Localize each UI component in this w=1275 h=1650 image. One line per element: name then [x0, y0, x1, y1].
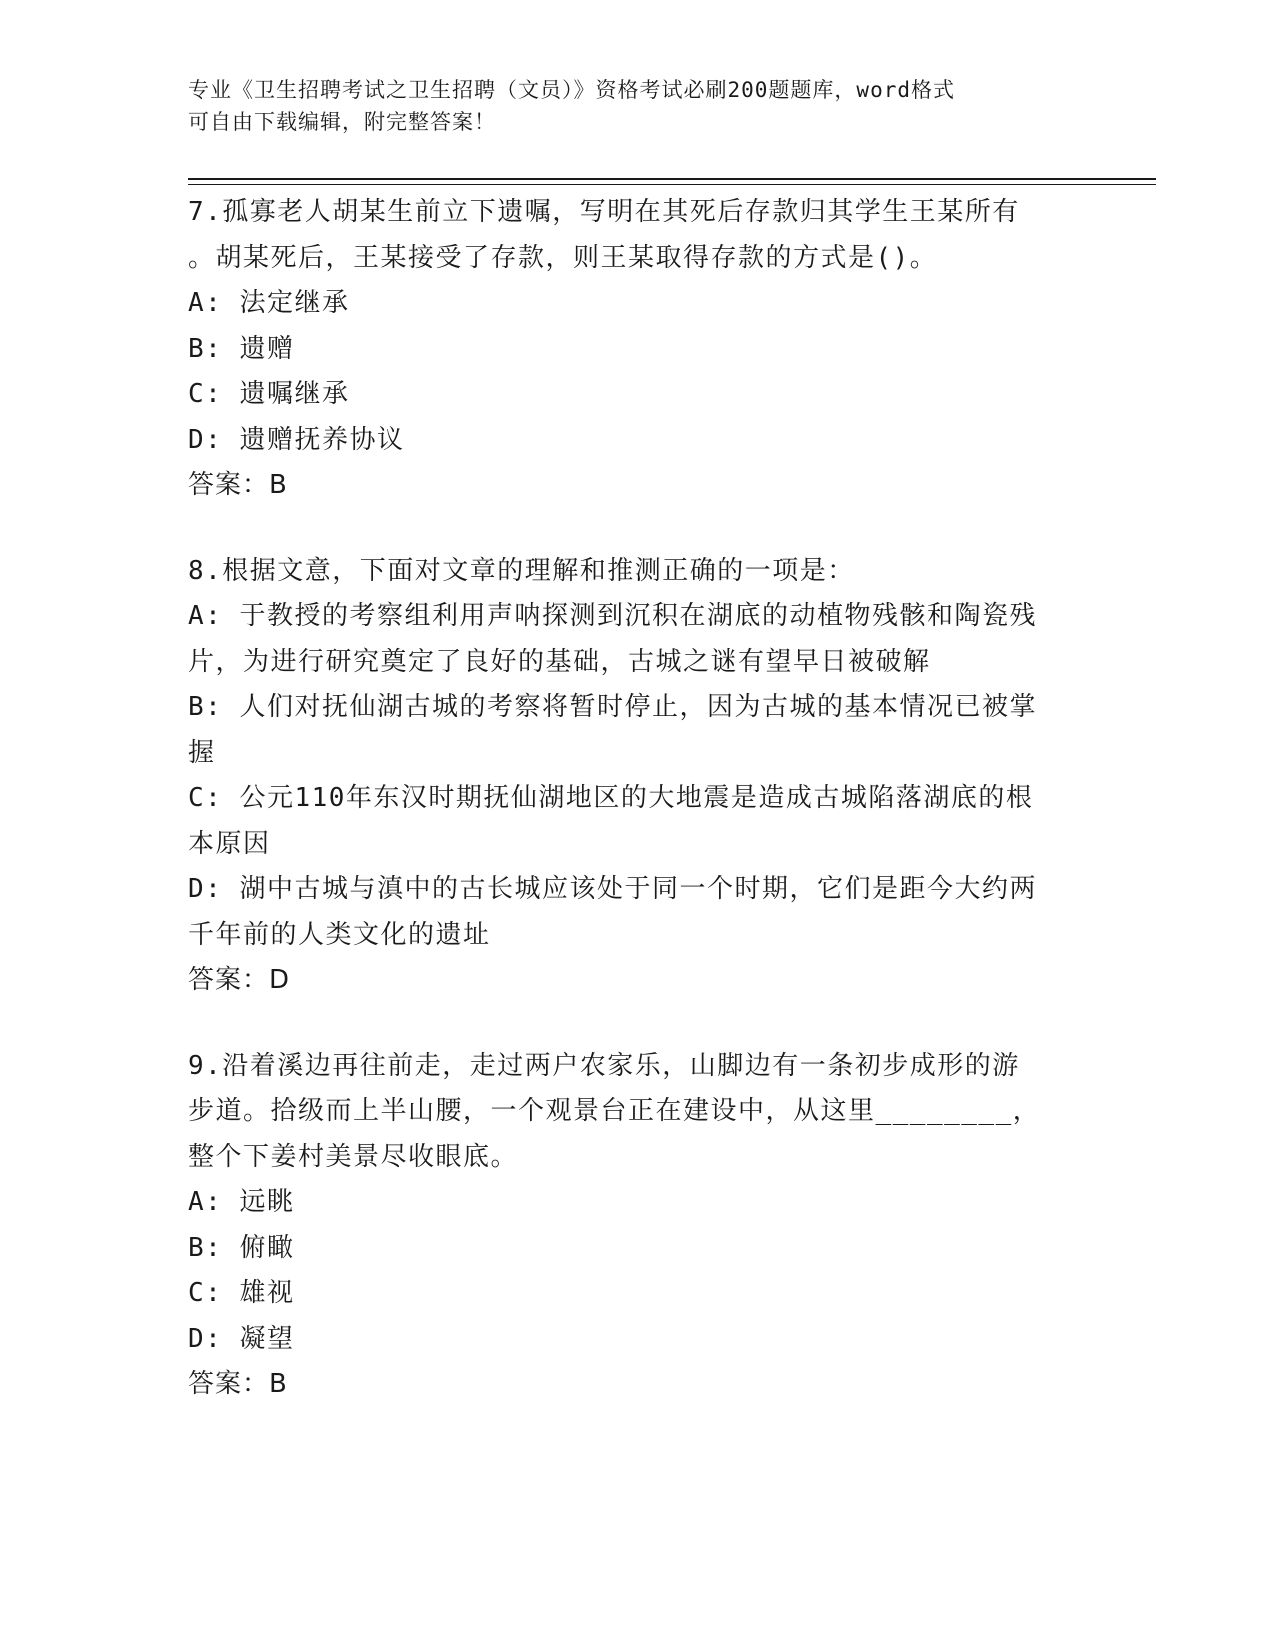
header-divider-thick — [188, 178, 1156, 180]
option-c: C: 雄视 — [188, 1278, 295, 1308]
document-header — [188, 74, 1068, 138]
option-a: A: 远眺 — [188, 1187, 295, 1217]
question-stem-line: 7.孤寡老人胡某生前立下遗嘱，写明在其死后存款归其学生王某所有 — [188, 197, 1020, 227]
answer-label: 答案：B — [188, 1369, 288, 1399]
option-c: C: 公元110年东汉时期抚仙湖地区的大地震是造成古城陷落湖底的根 — [188, 783, 1034, 813]
header-line-2: 可自由下载编辑，附完整答案！ — [188, 110, 496, 134]
option-b: B: 人们对抚仙湖古城的考察将暂时停止，因为古城的基本情况已被掌 — [188, 692, 1037, 722]
option-b: B: 俯瞰 — [188, 1232, 295, 1263]
question-9 — [188, 1044, 1088, 1408]
question-7 — [188, 190, 1088, 509]
option-b-continued: 握 — [188, 737, 216, 768]
question-stem-line: 步道。拾级而上半山腰，一个观景台正在建设中，从这里________， — [188, 1096, 1041, 1126]
question-stem-line: 8.根据文意，下面对文章的理解和推测正确的一项是： — [188, 555, 855, 586]
option-d: D: 凝望 — [188, 1323, 295, 1354]
option-b: B: 遗赠 — [188, 333, 295, 364]
question-stem-line: 整个下姜村美景尽收眼底。 — [188, 1141, 519, 1172]
option-c: C: 遗嘱继承 — [188, 379, 350, 409]
question-8 — [188, 549, 1088, 1004]
option-a-continued: 片，为进行研究奠定了良好的基础，古城之谜有望早日被破解 — [188, 646, 931, 677]
option-d-continued: 千年前的人类文化的遗址 — [188, 919, 491, 950]
question-stem-line: 。胡某死后，王某接受了存款，则王某取得存款的方式是()。 — [188, 242, 938, 273]
option-d: D: 遗赠抚养协议 — [188, 424, 405, 455]
option-a: A: 于教授的考察组利用声呐探测到沉积在湖底的动植物残骸和陶瓷残 — [188, 601, 1037, 631]
answer-label: 答案：D — [188, 965, 291, 995]
header-line-1: 专业《卫生招聘考试之卫生招聘（文员）》资格考试必刷200题题库，word格式 — [188, 78, 955, 102]
option-c-continued: 本原因 — [188, 828, 271, 859]
header-divider-thin — [188, 184, 1156, 185]
option-a: A: 法定继承 — [188, 288, 350, 318]
answer-label: 答案：B — [188, 470, 288, 500]
question-stem-line: 9.沿着溪边再往前走，走过两户农家乐，山脚边有一条初步成形的游 — [188, 1050, 1020, 1081]
option-d: D: 湖中古城与滇中的古长城应该处于同一个时期，它们是距今大约两 — [188, 874, 1037, 904]
question-list — [188, 190, 1088, 1448]
